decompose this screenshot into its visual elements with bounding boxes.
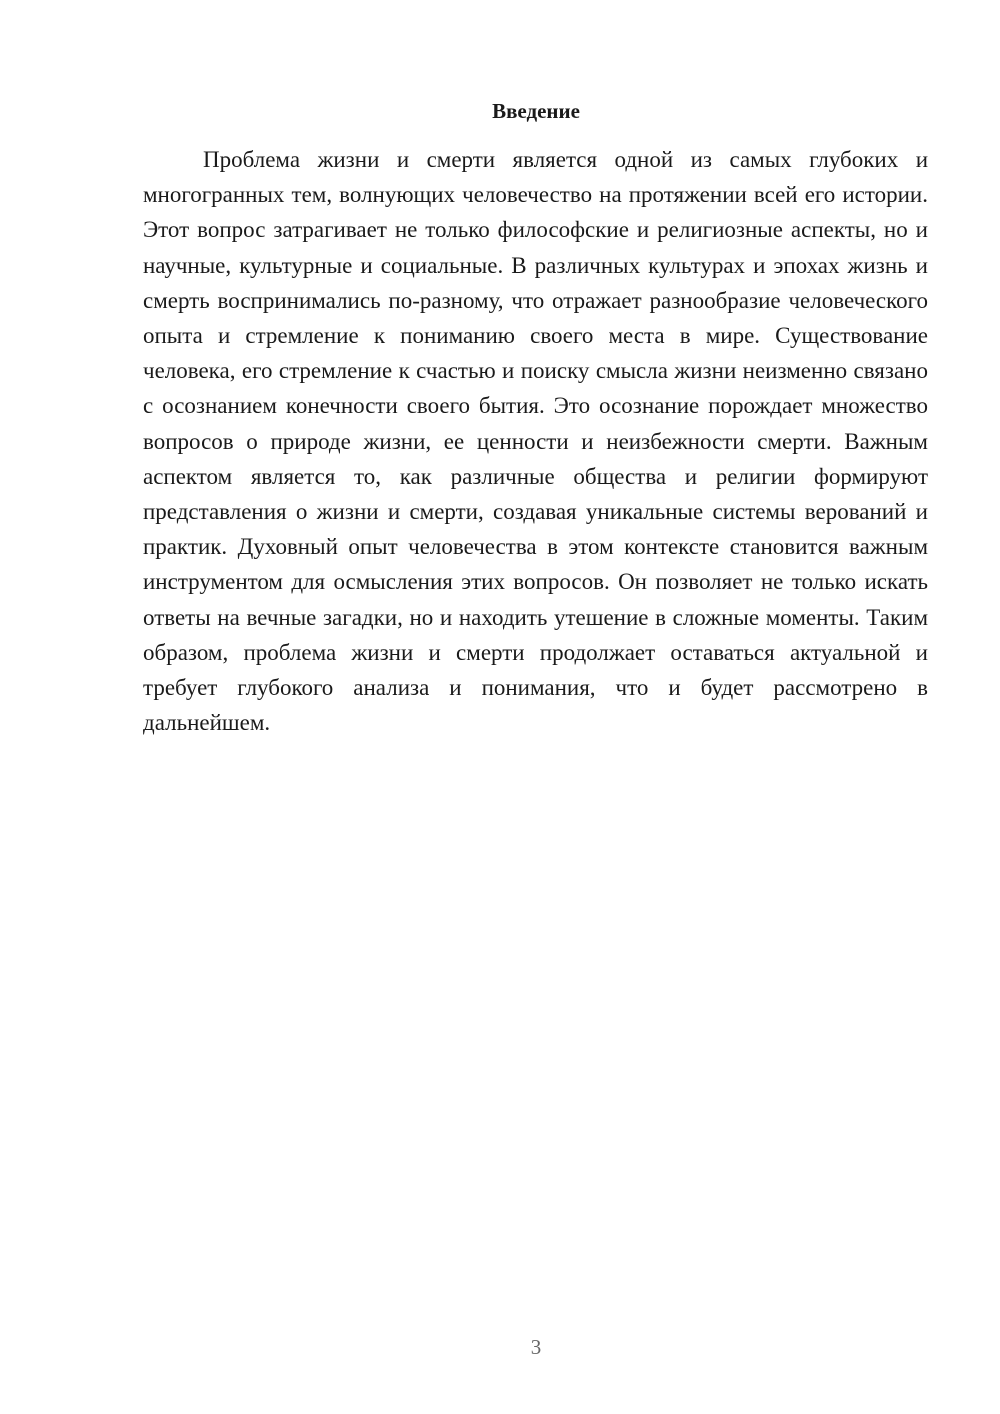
- page-number: 3: [530, 1335, 542, 1359]
- section-heading: Введение: [492, 99, 580, 123]
- introduction-paragraph: Проблема жизни и смерти является одной из самых глубоких и многогранных тем, волнующих человечество на протяжении всей его истории. Этот вопрос затрагивает не только философские и религиозные аспекты, но и научные, культурные и социальные. В различных культурах и эпохах жизнь и смерть воспринимались по-разному, что отражает разнообразие человеческого опыта и стремление к пониманию своего места в мире. Существование человека, его стремление к счастью и поиску смысла жизни неизменно связано с осознанием конечности своего бытия. Это осознание порождает множество вопросов о природе жизни, ее ценности и неизбежности смерти. Важным аспектом является то, как различные общества и религии формируют представления о жизни и смерти, создавая уникальные системы верований и практик. Духовный опыт человечества в этом контексте становится важным инструментом для осмысления этих вопросов. Он позволяет не только искать ответы на вечные загадки, но и находить утешение в сложные моменты. Таким образом, проблема жизни и смерти продолжает оставаться актуальной и требует глубокого анализа и понимания, что и будет рассмотрено в дальнейшем.: [143, 147, 928, 736]
